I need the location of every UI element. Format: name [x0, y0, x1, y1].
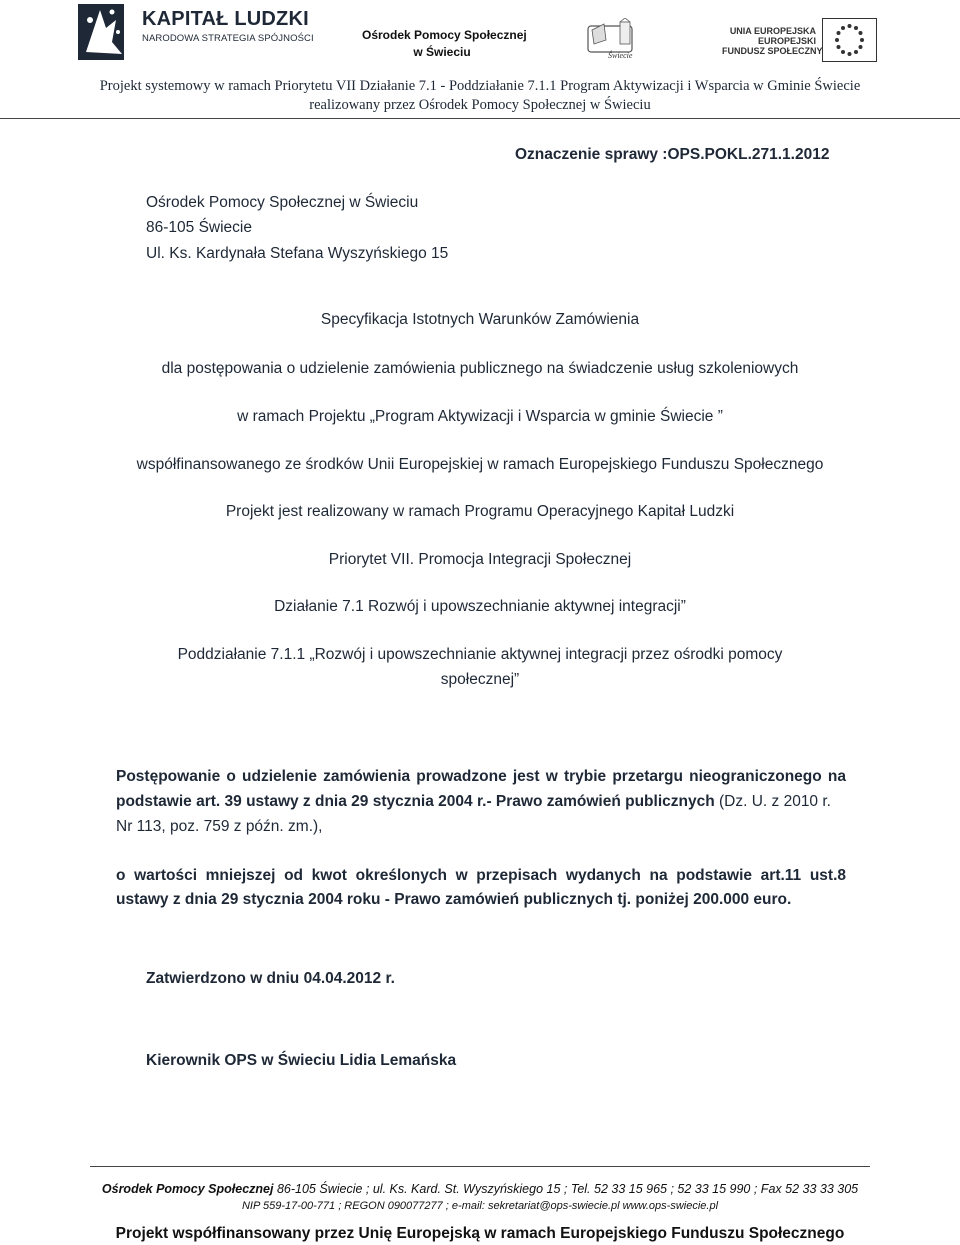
eu-label-line2: EUROPEJSKI: [757, 36, 816, 46]
value-clause-line2: ustawy z dnia 29 stycznia 2004 roku - Prawo zamówień publicznych tj. poniżej 200.000 euro.: [116, 891, 792, 908]
address-line1: Ośrodek Pomocy Społecznej w Świeciu: [146, 194, 419, 211]
eu-label-line3: FUNDUSZ SPOŁECZNY: [722, 46, 823, 56]
approval-date: Zatwierdzono w dniu 04.04.2012 r.: [146, 970, 395, 987]
header-logos: [0, 0, 960, 72]
title-line5: Priorytet VII. Promocja Integracji Społecznej: [328, 551, 632, 568]
swiecie-logo-text: Świecie: [608, 51, 633, 60]
address-line2: 86-105 Świecie: [146, 219, 252, 236]
document-title: Specyfikacja Istotnych Warunków Zamówienia: [320, 311, 640, 328]
procedure-line2: [116, 790, 846, 814]
ops-header-city: w Świeciu: [413, 45, 471, 59]
title-line1: dla postępowania o udzielenie zamówienia publicznego na świadczenie usług szkoleniowych: [161, 360, 799, 377]
title-line2: w ramach Projektu „Program Aktywizacji i Wsparcia w gminie Świecie ”: [237, 408, 723, 425]
footer-ids-line: NIP 559-17-00-771 ; REGON 090077277 ; e-mail: sekretariat@ops-swiecie.pl www.ops-swiecie.pl: [241, 1200, 719, 1212]
value-clause-line1: o wartości mniejszej od kwot określonych w przepisach wydanych na podstawie art.11 ust.8: [116, 867, 846, 884]
title-line8: społecznej”: [440, 671, 520, 688]
header-divider: [0, 118, 960, 119]
footer-divider: [90, 1166, 870, 1167]
footer-cofinancing: Projekt współfinansowany przez Unię Europejską w ramach Europejskiego Funduszu Społecznego: [115, 1225, 845, 1242]
kl-logo-subtitle: NARODOWA STRATEGIA SPÓJNOŚCI: [142, 33, 314, 44]
footer-ops-name: Ośrodek Pomocy Społecznej: [101, 1182, 274, 1196]
address-line3: Ul. Ks. Kardynała Stefana Wyszyńskiego 15: [146, 245, 449, 262]
procedure-line1: Postępowanie o udzielenie zamówienia prowadzone jest w trybie przetargu nieograniczonego na: [116, 768, 846, 785]
footer-contact-line: [0, 1182, 960, 1196]
title-line6: Działanie 7.1 Rozwój i upowszechnianie aktywnej integracji”: [274, 598, 686, 615]
title-line4: Projekt jest realizowany w ramach Programu Operacyjnego Kapitał Ludzki: [225, 503, 735, 520]
title-line7: Poddziałanie 7.1.1 „Rozwój i upowszechnianie aktywnej integracji przez ośrodki pomocy: [177, 646, 783, 663]
title-line3: współfinansowanego ze środków Unii Europejskiej w ramach Europejskiego Funduszu Społecznego: [136, 456, 824, 473]
eu-label: [722, 26, 823, 56]
procedure-line2-normal: (Dz. U. z 2010 r.: [714, 793, 831, 810]
eu-flag-icon: [822, 18, 877, 62]
project-header-line2: realizowany przez Ośrodek Pomocy Społecznej w Świeciu: [309, 97, 651, 113]
case-reference: Oznaczenie sprawy :OPS.POKL.271.1.2012: [515, 146, 830, 163]
procedure-line3: Nr 113, poz. 759 z późn. zm.),: [116, 818, 323, 835]
eu-label-line1: UNIA EUROPEJSKA: [729, 26, 816, 36]
procedure-line2-bold: podstawie art. 39 ustawy z dnia 29 stycznia 2004 r.- Prawo zamówień publicznych: [116, 793, 715, 810]
ops-header-name: Ośrodek Pomocy Społecznej: [362, 28, 527, 42]
footer-contact: 86-105 Świecie ; ul. Ks. Kard. St. Wyszyńskiego 15 ; Tel. 52 33 15 965 ; 52 33 15 990 ; Fax 52 33 33 305: [273, 1182, 859, 1196]
swiecie-logo-icon: [582, 18, 644, 62]
project-header-line1: Projekt systemowy w ramach Priorytetu VII Działanie 7.1 - Poddziałanie 7.1.1 Program Aktywizacji i Wsparcia w Gminie Świecie: [99, 78, 861, 94]
signature: Kierownik OPS w Świeciu Lidia Lemańska: [146, 1052, 457, 1069]
kl-logo-title: KAPITAŁ LUDZKI: [142, 8, 309, 30]
kapital-ludzki-emblem-icon: [76, 2, 132, 64]
